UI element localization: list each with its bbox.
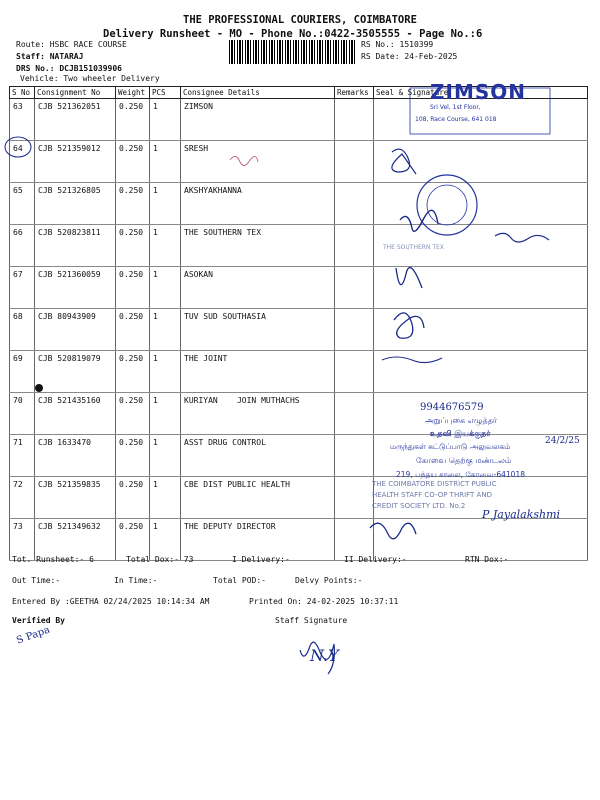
staff-signature-label: Staff Signature xyxy=(275,616,348,625)
signature-scribble xyxy=(382,357,442,363)
cell-consignee: AKSHYAKHANNA xyxy=(181,183,335,225)
health-stamp-line1: THE COIMBATORE DISTRICT PUBLIC xyxy=(372,480,497,488)
rs-date: RS Date: 24-Feb-2025 xyxy=(361,52,458,61)
cell-weight: 0.250 xyxy=(116,351,150,393)
cell-pcs: 1 xyxy=(150,141,181,183)
rtn-dox: RTN Dox:- xyxy=(465,555,509,564)
cell-weight: 0.250 xyxy=(116,309,150,351)
ink-dot xyxy=(35,384,43,392)
total-pod: Total POD:- xyxy=(213,576,266,585)
cell-consignment: CJB 80943909 xyxy=(35,309,116,351)
tot-runsheet: Tot. Runsheet:- 6 xyxy=(12,555,94,564)
cell-pcs: 1 xyxy=(150,519,181,561)
cell-consignment: CJB 1633470 xyxy=(35,435,116,477)
cell-weight: 0.250 xyxy=(116,519,150,561)
drug-stamp-line1: அறுப்புகை எழுத்தர் xyxy=(425,416,498,425)
cell-consignment: CJB 521359835 xyxy=(35,477,116,519)
signature-scribble xyxy=(370,523,416,539)
southern-tex-stamp: THE SOUTHERN TEX xyxy=(383,244,444,251)
route-label: Route: HSBC RACE COURSE xyxy=(16,40,127,49)
printed-on: Printed On: 24-02-2025 10:37:11 xyxy=(249,597,399,606)
drug-stamp-line5: 219, பந்தய சாலை, கோவை-641018 xyxy=(396,470,525,479)
cell-consignee: THE JOINT xyxy=(181,351,335,393)
cell-consignment: CJB 520819079 xyxy=(35,351,116,393)
staff-label: Staff: NATARAJ xyxy=(16,52,84,61)
runsheet-title: Delivery Runsheet - MO - Phone No.:0422-3505555 - Page No.:6 xyxy=(103,28,483,40)
cell-consignee: KURIYAN JOIN MUTHACHS xyxy=(181,393,335,435)
phone-handwritten: 9944676579 xyxy=(420,402,484,413)
cell-consignee: ASST DRUG CONTROL xyxy=(181,435,335,477)
cell-pcs: 1 xyxy=(150,183,181,225)
cell-consignee: SRESH xyxy=(181,141,335,183)
cell-sno: 64 xyxy=(10,141,35,183)
cell-consignment: CJB 521435160 xyxy=(35,393,116,435)
cell-consignee: ZIMSON xyxy=(181,99,335,141)
cell-sno: 70 xyxy=(10,393,35,435)
cell-weight: 0.250 xyxy=(116,183,150,225)
signature-scribble xyxy=(400,210,438,231)
cell-consignment: CJB 521360059 xyxy=(35,267,116,309)
cell-sno: 65 xyxy=(10,183,35,225)
pink-scribble xyxy=(230,156,258,165)
rs-number: RS No.: 1510399 xyxy=(361,40,434,49)
total-dox: Total Dox:- 73 xyxy=(126,555,194,564)
health-stamp-line2: HEALTH STAFF CO-OP THRIFT AND xyxy=(372,491,492,499)
cell-sno: 71 xyxy=(10,435,35,477)
col-signature: Seal & Signature xyxy=(374,87,588,99)
cell-sno: 72 xyxy=(10,477,35,519)
cell-consignment: CJB 521349632 xyxy=(35,519,116,561)
round-stamp xyxy=(417,175,477,235)
col-sno: S No xyxy=(10,87,35,99)
cell-pcs: 1 xyxy=(150,477,181,519)
spapa-signature: S Papa xyxy=(15,624,52,647)
cell-consignee: ASOKAN xyxy=(181,267,335,309)
cell-pcs: 1 xyxy=(150,267,181,309)
health-stamp-line3: CREDIT SOCIETY LTD. No.2 xyxy=(372,502,466,510)
cell-pcs: 1 xyxy=(150,225,181,267)
cell-consignment: CJB 521326805 xyxy=(35,183,116,225)
cell-pcs: 1 xyxy=(150,393,181,435)
signature-scribble xyxy=(495,233,549,242)
cell-sno: 66 xyxy=(10,225,35,267)
in-time: In Time:- xyxy=(114,576,158,585)
cell-sno: 73 xyxy=(10,519,35,561)
ii-delivery: II Delivery:- xyxy=(344,555,407,564)
delvy-points: Delvy Points:- xyxy=(295,576,363,585)
zimson-stamp-logo: ZIMSON xyxy=(430,80,526,104)
col-consignment: Consignment No xyxy=(35,87,116,99)
drug-stamp-line3: மருந்துகள் கட்டுப்பாடு அலுவலகம் xyxy=(390,442,511,451)
cell-weight: 0.250 xyxy=(116,225,150,267)
cell-consignment: CJB 520823811 xyxy=(35,225,116,267)
staff-initials: N.Y xyxy=(310,646,339,665)
cell-pcs: 1 xyxy=(150,99,181,141)
cell-consignment: CJB 521359012 xyxy=(35,141,116,183)
vehicle-label: Vehicle: Two wheeler Delivery xyxy=(20,74,160,83)
cell-sno: 67 xyxy=(10,267,35,309)
zimson-stamp-address2: 108, Race Course, 641 018 xyxy=(415,116,497,123)
entered-by: Entered By :GEETHA 02/24/2025 10:14:34 AM xyxy=(12,597,210,606)
col-remarks: Remarks xyxy=(335,87,374,99)
drug-stamp-line4: கோவை தெற்கு மண்டலம் xyxy=(416,456,512,465)
cell-sno: 69 xyxy=(10,351,35,393)
cell-weight: 0.250 xyxy=(116,141,150,183)
date-handwritten: 24/2/25 xyxy=(545,436,580,446)
i-delivery: I Delivery:- xyxy=(232,555,290,564)
drs-label: DRS No.: DCJB151039906 xyxy=(16,64,122,73)
cell-pcs: 1 xyxy=(150,351,181,393)
signature-scribble xyxy=(394,313,424,338)
cell-consignee: TUV SUD SOUTHASIA xyxy=(181,309,335,351)
out-time: Out Time:- xyxy=(12,576,61,585)
col-pcs: PCS xyxy=(150,87,181,99)
cell-consignment: CJB 521362051 xyxy=(35,99,116,141)
cell-consignee: CBE DIST PUBLIC HEALTH xyxy=(181,477,335,519)
cell-weight: 0.250 xyxy=(116,267,150,309)
cell-sno: 68 xyxy=(10,309,35,351)
signature-scribble xyxy=(392,149,416,174)
jayalakshmi-signature: P Jayalakshmi xyxy=(482,508,561,521)
cell-weight: 0.250 xyxy=(116,477,150,519)
cell-sno: 63 xyxy=(10,99,35,141)
verified-by: Verified By xyxy=(12,616,65,625)
col-consignee: Consignee Details xyxy=(181,87,335,99)
cell-weight: 0.250 xyxy=(116,99,150,141)
zimson-stamp-address1: Sri Vel, 1st Floor, xyxy=(430,104,481,111)
cell-weight: 0.250 xyxy=(116,393,150,435)
cell-consignee: THE DEPUTY DIRECTOR xyxy=(181,519,335,561)
cell-pcs: 1 xyxy=(150,435,181,477)
cell-consignee: THE SOUTHERN TEX xyxy=(181,225,335,267)
cell-pcs: 1 xyxy=(150,309,181,351)
drug-stamp-line2: உதவி இயக்குநர் xyxy=(430,429,491,438)
round-stamp-inner xyxy=(427,185,467,225)
cell-weight: 0.250 xyxy=(116,435,150,477)
col-weight: Weight xyxy=(116,87,150,99)
circle-mark xyxy=(5,137,31,157)
signature-scribble xyxy=(396,268,422,288)
company-title: THE PROFESSIONAL COURIERS, COIMBATORE xyxy=(183,14,417,26)
